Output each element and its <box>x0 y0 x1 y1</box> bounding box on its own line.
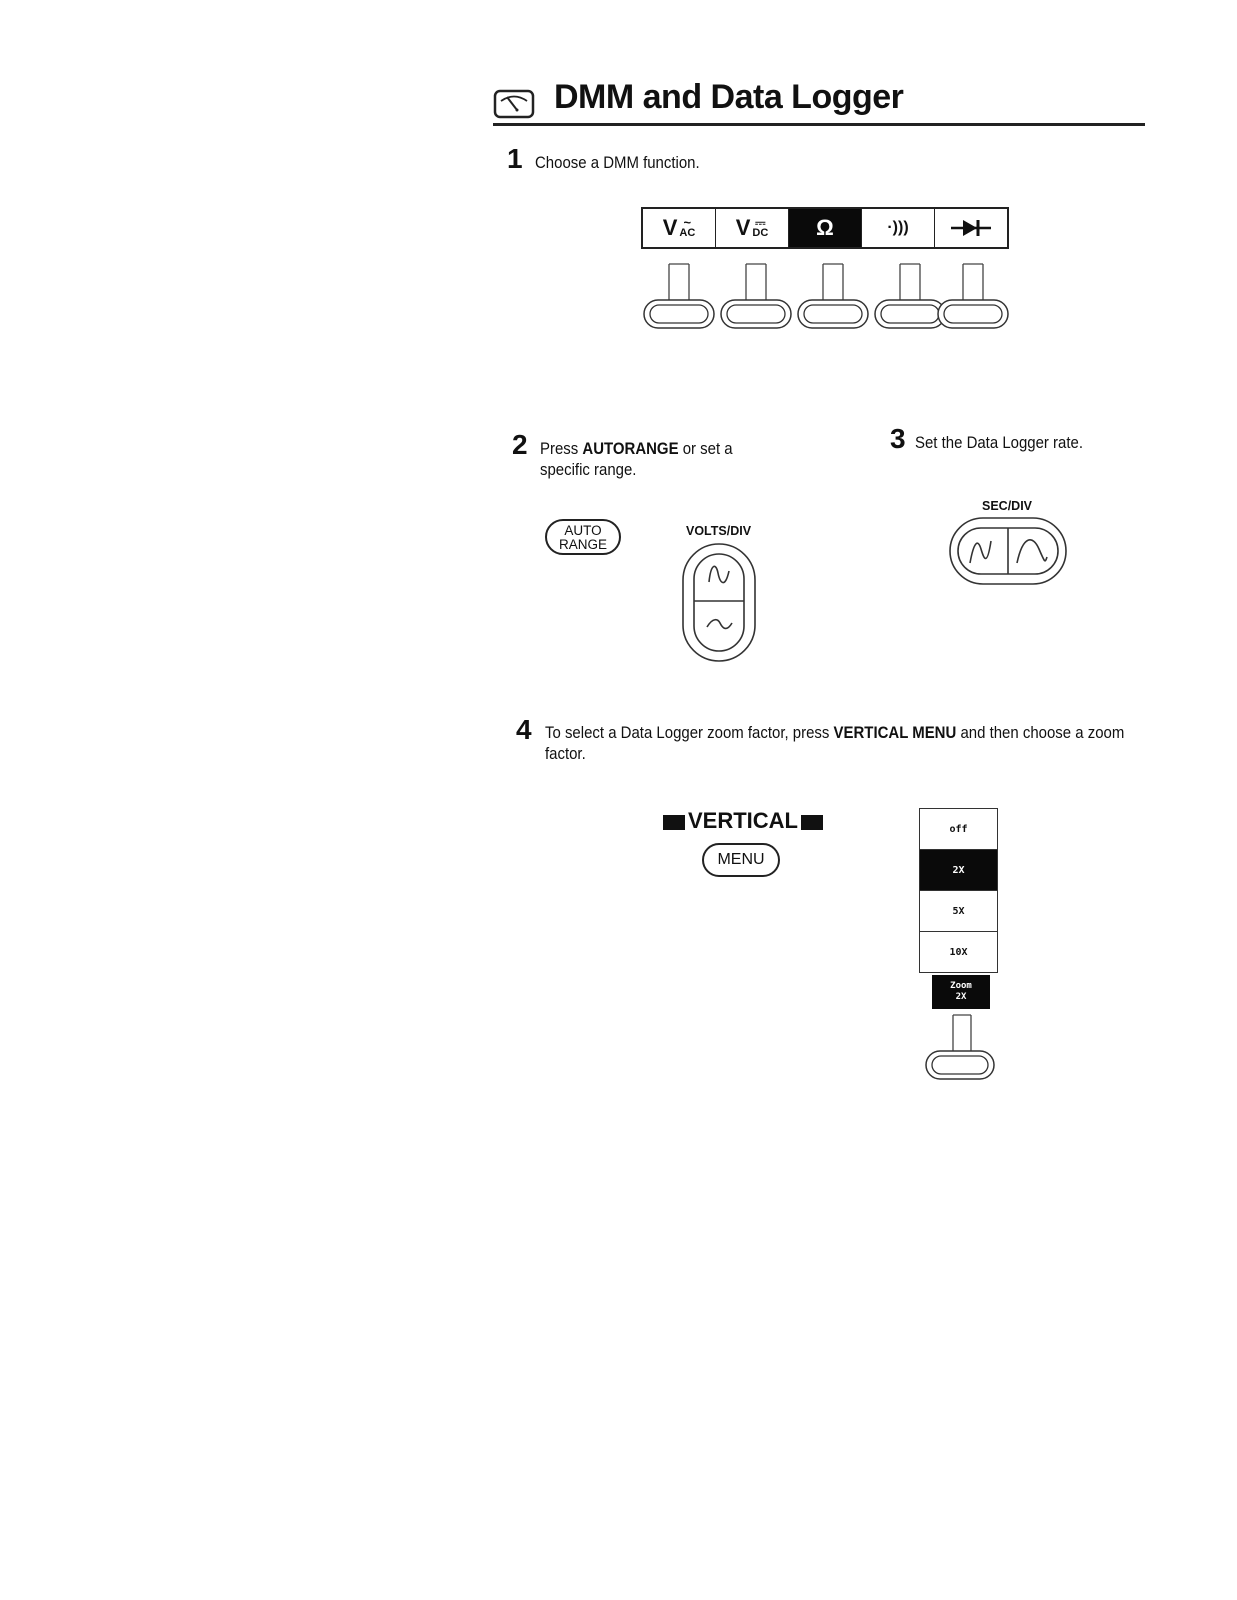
autorange-button[interactable] <box>545 519 621 555</box>
page-title: DMM and Data Logger <box>554 78 904 116</box>
step-1-text: Choose a DMM function. <box>535 153 700 172</box>
vertical-text: VERTICAL <box>688 808 798 833</box>
sec-left-key[interactable] <box>970 541 991 563</box>
vertical-block-left <box>663 815 685 830</box>
zoom-label-line2: 2X <box>955 992 967 1002</box>
function-ohms[interactable] <box>789 209 862 247</box>
beeper-icon: ·))) <box>887 219 909 236</box>
vertical-block-right <box>801 815 823 830</box>
diode-icon <box>949 217 993 239</box>
softkey-4[interactable] <box>875 264 945 328</box>
function-diode[interactable] <box>935 209 1007 247</box>
volts-div-rocker <box>680 541 760 665</box>
step-2-bold: AUTORANGE <box>582 439 679 458</box>
function-continuity[interactable] <box>862 209 935 247</box>
zoom-menu <box>919 808 998 973</box>
softkey-5[interactable] <box>938 264 1008 328</box>
zoom-option-2x[interactable]: 2X <box>920 850 997 891</box>
softkey-2[interactable] <box>721 264 791 328</box>
step-2-text <box>540 438 760 480</box>
volts-down-key[interactable] <box>707 620 732 629</box>
step-3-text: Set the Data Logger rate. <box>915 433 1083 452</box>
function-vac[interactable] <box>643 209 716 247</box>
sec-right-key[interactable] <box>1017 540 1047 563</box>
sec-div-label: SEC/DIV <box>982 499 1033 513</box>
vac-main: V <box>662 215 678 240</box>
vertical-menu-button[interactable]: MENU <box>702 843 780 877</box>
autorange-line1: AUTO <box>564 523 602 538</box>
step-4-text <box>545 722 1139 764</box>
step-1-number: 1 <box>507 143 523 174</box>
autorange-line2: RANGE <box>558 537 607 552</box>
step-2-text-a: Press <box>540 439 583 458</box>
vdc-symbol: ⎓ <box>755 214 766 230</box>
function-vdc[interactable] <box>716 209 789 247</box>
step-4-text-b: and then choose a zoom factor. <box>545 723 1125 763</box>
vdc-main: V <box>735 215 751 240</box>
vac-symbol: ~ <box>683 214 692 230</box>
zoom-softkey[interactable] <box>923 1013 999 1085</box>
step-3-number: 3 <box>890 423 906 454</box>
volts-up-key[interactable] <box>709 566 729 582</box>
vertical-label <box>660 808 826 834</box>
sec-div-rocker <box>947 515 1071 589</box>
dmm-function-bar <box>641 207 1009 249</box>
zoom-label-line1: Zoom <box>950 981 972 991</box>
zoom-softkey-label <box>932 975 990 1009</box>
step-4-bold: VERTICAL MENU <box>833 723 957 742</box>
zoom-option-10x[interactable]: 10X <box>949 946 968 958</box>
vdc-sub: DC <box>752 226 769 239</box>
step-4-text-a: To select a Data Logger zoom factor, press <box>545 723 834 742</box>
softkey-3[interactable] <box>798 264 868 328</box>
softkey-1[interactable] <box>644 264 714 328</box>
step-4-number: 4 <box>516 714 532 745</box>
zoom-option-off[interactable]: off <box>920 809 997 850</box>
zoom-option-5x[interactable]: 5X <box>920 891 997 932</box>
step-2-number: 2 <box>512 429 528 460</box>
function-softkeys <box>641 262 1009 334</box>
title-rule <box>493 123 1145 126</box>
volts-div-label: VOLTS/DIV <box>686 524 752 538</box>
meter-icon <box>493 88 535 120</box>
step-2-text-b: or set a specific range. <box>540 439 733 479</box>
vac-sub: AC <box>679 226 696 239</box>
ohm-icon: Ω <box>816 215 834 240</box>
